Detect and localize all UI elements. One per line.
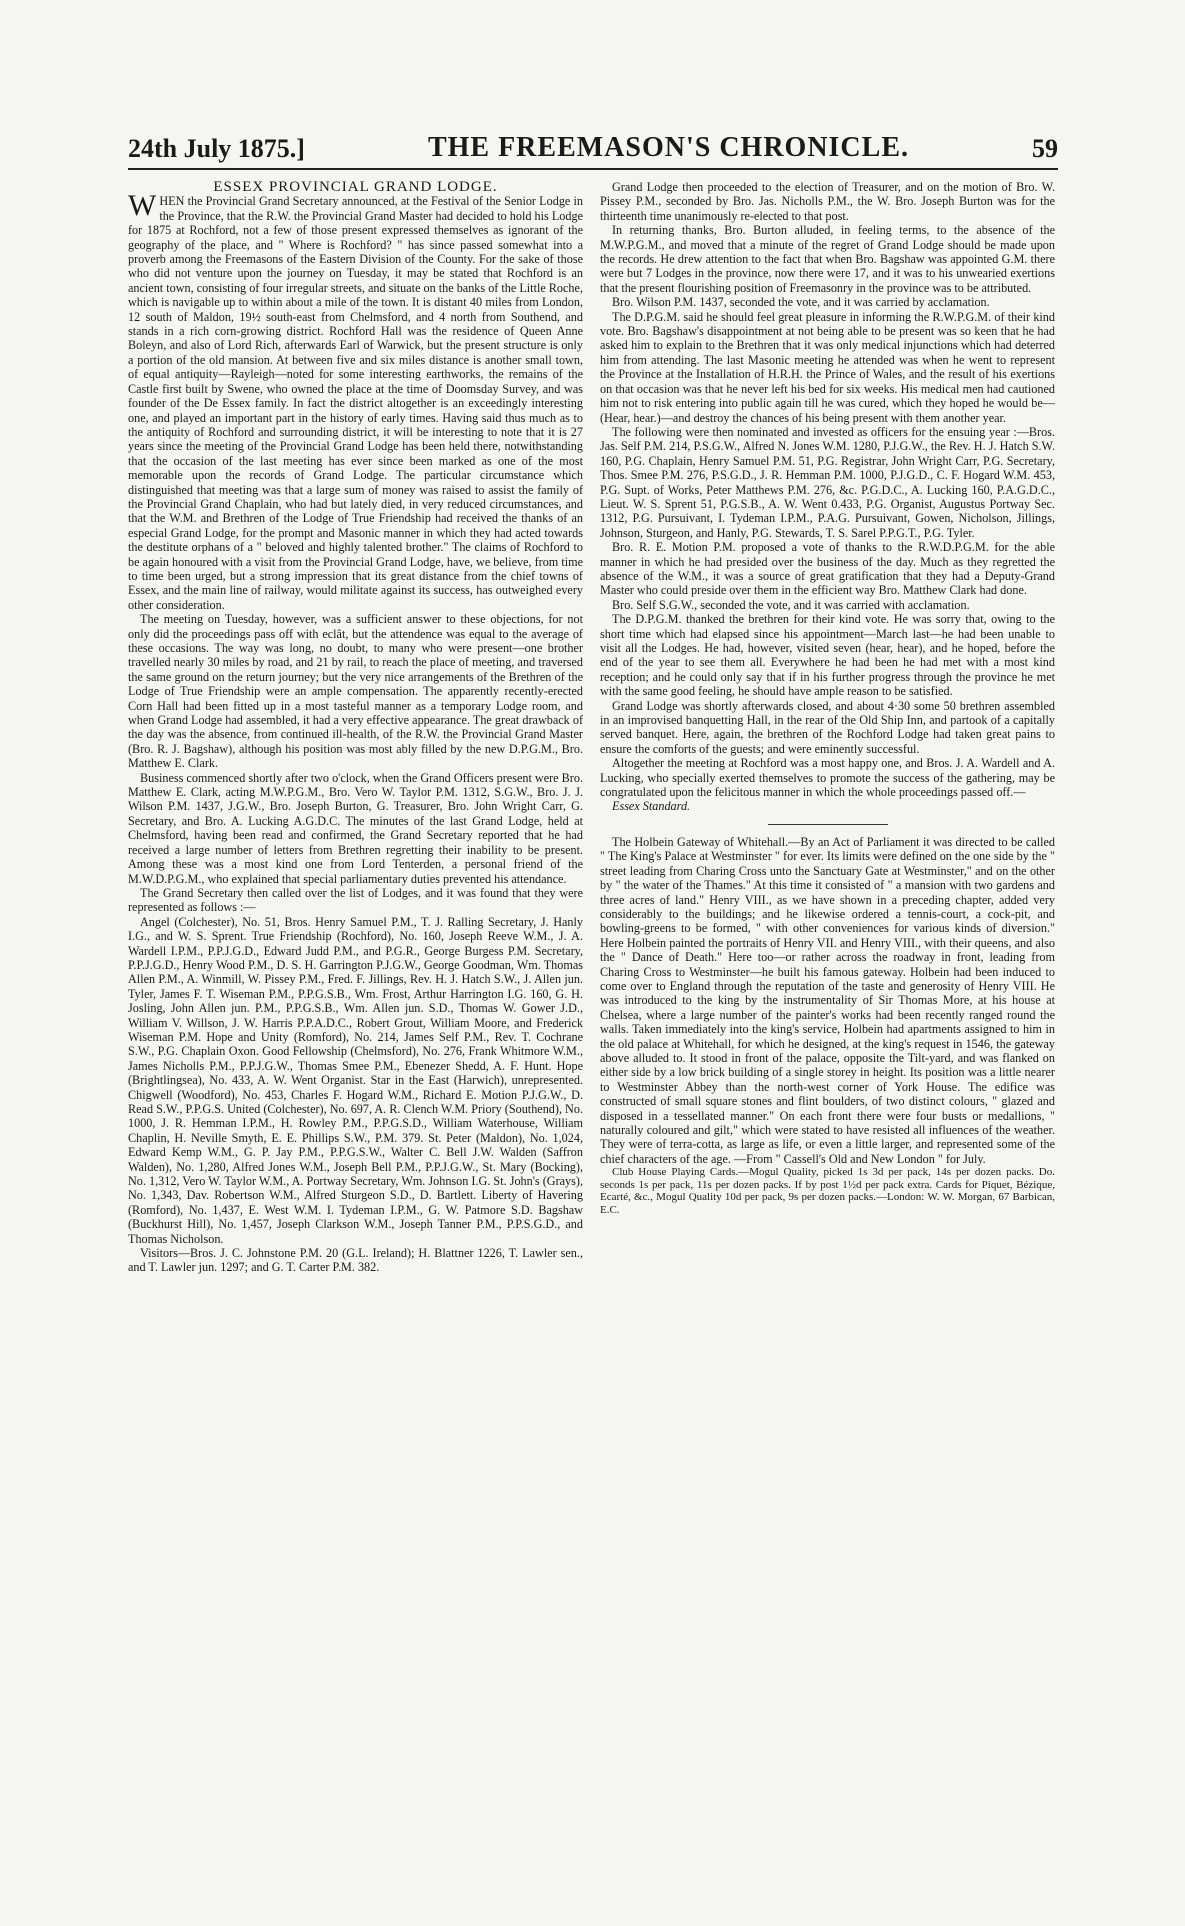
article-heading: ESSEX PROVINCIAL GRAND LODGE. xyxy=(213,180,498,195)
article-paragraph: Bro. R. E. Motion P.M. proposed a vote of thanks to the R.W.D.P.G.M. for the able manner in which he had presided over the business of the day. Much as they regretted the absence of the W.M., it was a source of great gratification that they had a Deputy-Grand Master who could preside over them in the efficient way Bro. Matthew Clark had done. xyxy=(600,540,1055,598)
article-paragraph: Altogether the meeting at Rochford was a most happy one, and Bros. J. A. Wardell and A. Lucking, who specially exerted themselves to promote the success of the gathering, may be congratulated upon the felicitous manner in which the whole proceedings passed off.— xyxy=(600,756,1055,800)
article-paragraph: The meeting on Tuesday, however, was a sufficient answer to these objections, for not only did the proceedings pass off with eclât, but the attendence was equal to the average of these occasions. The way was long, no doubt, to many who were present—one brother travelled nearly 30 miles by road, and 21 by rail, to reach the place of meeting, and traversed the same ground on the return journey; but the very nice arrangements of the Brethren of the Lodge of True Friendship were an ample compensation. The apparently recently-erected Corn Hall had been fitted up in a most tasteful manner as a temporary Lodge room, and when Grand Lodge had assembled, it had a very effective appearance. The great drawback of the day was the absence, from continued ill-health, of the R.W. the Provincial Grand Master (Bro. R. J. Bagshaw), although his position was most ably filled by the new D.P.G.M., Bro. Matthew E. Clark. xyxy=(128,612,583,771)
article-paragraph: Bro. Self S.G.W., seconded the vote, and it was carried with acclamation. xyxy=(612,597,970,612)
newspaper-title: THE FREEMASON'S CHRONICLE. xyxy=(427,132,910,163)
visitors-paragraph: Visitors—Bros. J. C. Johnstone P.M. 20 (G.L. Ireland); H. Blattner 1226, T. Lawler sen., and T. Lawler jun. 1297; and G. T. Carter P.M. 382. xyxy=(128,1246,583,1275)
article-paragraph: Bro. Wilson P.M. 1437, seconded the vote, and it was carried by acclamation. xyxy=(612,295,990,310)
lodge-list: Angel (Colchester), No. 51, Bros. Henry Samuel P.M., T. J. Ralling Secretary, J. Hanly I.G., and W. S. Sprent. True Friendship (Rochford), No. 160, Joseph Reeve W.M., J. A. Wardell I.P.M., P.P.J.G.D., Edward Judd P.M., and P.G.R., George Burgess P.M. Secretary, P.P.J.G.D., Henry Wood P.M., D. S. H. Garrington P.J.G.W., George Goodman, Wm. Thomas Allen P.M., A. Winmill, W. Pissey P.M., Fred. F. Jillings, Rev. H. J. Hatch S.W., J. Allen jun. Tyler, James F. T. Wiseman P.M., P.P.G.S.B., Wm. Frost, Arthur Harrington I.G. 160, G. H. Josling, John Allen jun. P.M., P.P.G.S.B., Wm. Allen jun. S.D., Thomas W. Gower J.D., William V. Willson, J. W. Harris P.P.A.D.C., Robert Grout, William Moore, and Frederick Wiseman P.M. Hope and Unity (Romford), No. 214, James Self P.M., Rev. T. Cochrane S.W., P.G. Chaplain Oxon. Good Fellowship (Chelmsford), No. 276, Frank Whitmore W.M., James Nicholls P.M., P.P.J.G.W., Thomas Smee P.M., Ebenezer Shedd, A. F. Hunt. Hope (Brightlingsea), No. 433, A. W. Went Organist. Star in the East (Harwich), unrepresented. Chigwell (Woodford), No. 453, Charles F. Hogard W.M., Richard E. Motion P.J.G.W., D. Read S.W., P.P.G.S. United (Colchester), No. 697, A. R. Clench W.M. Priory (Southend), No. 1000, J. R. Hemman I.P.M., H. Rowley P.M., P.P.G.S.D., William Waterhouse, William Chaplin, H. Neville Smyth, E. E. Phillips S.W., P.M. 379. St. Peter (Maldon), No. 1,024, Edward Kemp W.M., G. P. Jay P.M., P.P.G.S.W., Walter C. Bell J.W. Walden (Saffron Walden), No. 1,280, Alfred Jones W.M., Joseph Bell P.M., P.P.J.G.W., St. Mary (Bocking), No. 1,312, Vero W. Taylor W.M., A. Portway Secretary, Wm. Johnson I.G. St. John's (Grays), No. 1,343, Dav. Robertson W.M., Alfred Sturgeon S.D., D. Bartlett. Liberty of Havering (Romford), No. 1,437, E. West W.M. I. Tydeman I.P.M., G. W. Patmore S.D. Bagshaw (Buckhurst Hill), No. 1,457, Joseph Clarkson W.M., Joseph Tanner P.M., P.P.S.G.D., and Thomas Nicholson. xyxy=(128,914,583,1246)
masthead xyxy=(128,124,1058,170)
article-paragraph: In returning thanks, Bro. Burton alluded, in feeling terms, to the absence of the M.W.P.G.M., and moved that a minute of the regret of Grand Lodge should be made upon the records. He drew attention to the fact that when Bro. Bagshaw was appointed G.M. there were but 7 Lodges in the province, now there were 17, and it was to his unwearied exertions that the present flourishing position of Freemasonry in the province was to be attributed. xyxy=(600,223,1055,295)
article-paragraph: The Grand Secretary then called over the list of Lodges, and it was found that they were represented as follows :— xyxy=(128,885,583,915)
article-paragraph: The D.P.G.M. thanked the brethren for their kind vote. He was sorry that, owing to the short time which had elapsed since his appointment—March last—he had been unable to visit all the Lodges. He had, however, visited seven (hear, hear), and he hoped, before the end of the year to see them all. Everywhere he had been he had met with a most kind reception; and he could only say that if in his further progress through the province he met with the same good feeling, he should have ample reason to be satisfied. xyxy=(600,612,1055,699)
right-column xyxy=(600,180,1055,1880)
article-paragraph: Grand Lodge then proceeded to the election of Treasurer, and on the motion of Bro. W. Pissey P.M., seconded by Bro. Jas. Nicholls P.M., the W. Bro. Joseph Burton was for the thirteenth time unanimously re-elected to that post. xyxy=(600,180,1055,223)
page-number: 59 xyxy=(1031,134,1058,163)
article-paragraph: Business commenced shortly after two o'clock, when the Grand Officers present were Bro. Matthew E. Clark, acting M.W.P.G.M., Bro. Vero W. Taylor P.M. 1312, S.G.W., Bro. J. J. Wilson P.M. 1437, J.G.W., Bro. Joseph Burton, G. Treasurer, Bro. John Wright Carr, G. Secretary, and Bro. A. Lucking A.G.D.C. The minutes of the last Grand Lodge, held at Chelmsford, having been read and confirmed, the Grand Secretary reported that he had received a large number of letters from Brethren regretting their inability to be present. Among these was a most kind one from Lord Tenterden, a personal friend of the M.W.D.P.G.M., who explained that special parliamentary duties prevented his attendance. xyxy=(128,770,583,886)
left-column xyxy=(128,180,583,1880)
source-credit: Essex Standard. xyxy=(612,799,691,814)
holbein-article: The Holbein Gateway of Whitehall.—By an Act of Parliament it was directed to be called " The King's Palace at Westminster " for ever. Its limits were defined on the one side by the " street leading from Charing Cross unto the Sanctuary Gate at Westminster," and on the other by " the water of the Thames." At this time it consisted of " a mansion with two gardens and three acres of land." Henry VIII., as we have shown in a preceding chapter, added very considerably to the buildings; and he likewise ordered a tennis-court, a cock-pit, and bowling-greens to be formed, " with other conveniences for various kinds of diversion." Here Holbein painted the portraits of Henry VII. and Henry VIII., with their queens, and also the " Dance of Death." Here too—or rather across the roadway in front, leading from Charing Cross to Westminster—he built his famous gateway. Holbein had been induced to come over to England through the reputation of the taste and generosity of Henry VIII. He was introduced to the king by the instrumentality of Sir Thomas More, at his house at Chelsea, where a large number of the painter's works had been recently ranged round the walls. Taken immediately into the king's service, Holbein had apartments assigned to him in the old palace at Whitehall, for which he designed, at the king's request in 1546, the gateway above alluded to. It stood in front of the palace, opposite the Tilt-yard, and was flanked on either side by a low brick building of a single storey in height. Its position was a little nearer to Westminster Abbey than the north-west corner of York House. The edifice was constructed of small square stones and flint boulders, of two distinct colours, " glazed and disposed in a tessellated manner." On each front there were four busts or medallions, " naturally coloured and gilt," which were stated to have resisted all influences of the weather. They were of terra-cotta, as large as life, or even a little larger, and represented some of the chief characters of the age. —From " Cassell's Old and New London " for July. xyxy=(600,834,1055,1166)
article-paragraph: The D.P.G.M. said he should feel great pleasure in informing the R.W.P.G.M. of their kind vote. Bro. Bagshaw's disappointment at not being able to be present was so keen that he had asked him to explain to the Brethren that it was only medical injunctions which had deterred him from attending. The last Masonic meeting he attended was when he went to represent the Province at the Installation of H.R.H. the Prince of Wales, and the result of his exertions on that occasion was that he never left his bed for six weeks. His medical men had cautioned him not to risk entering into public again till he was cured, which they hoped he would be—(Hear, hear.)—and destroy the chances of his being present with them another year. xyxy=(600,309,1055,425)
section-divider xyxy=(768,824,888,825)
article-paragraph: Grand Lodge was shortly afterwards closed, and about 4·30 some 50 brethren assembled in an improvised banquetting Hall, in the rear of the Old Ship Inn, and partook of a capitally served banquet. Here, again, the brethren of the Rochford Lodge had taken great pains to ensure the comforts of the guests; and were eminently successful. xyxy=(600,698,1055,756)
article-paragraph: WHEN the Provincial Grand Secretary announced, at the Festival of the Senior Lodge in the Province, that the R.W. the Provincial Grand Master had decided to hold his Lodge for 1875 at Rochford, not a few of those present expressed themselves as ignorant of the geography of the place, and " Where is Rochford? " has since passed somewhat into a proverb among the Freemasons of the Eastern Division of the County. For the sake of those who did not venture upon the journey on Tuesday, it may be stated that Rochford is an ancient town, consisting of four irregular streets, and situate on the banks of the Little Roche, which is navigable up to within about a mile of the town. It is distant 40 miles from London, 12 south of Maldon, 19½ south-east from Chelmsford, and 4 north from Southend, and stands in a rich corn-growing district. Rochford Hall was the residence of Queen Anne Boleyn, and also of Lord Rich, afterwards Earl of Warwick, but the present structure is only a portion of the old mansion. At between five and six miles distance is another small town, of equal antiquity—Rayleigh—noted for some interesting earthworks, the remains of the Castle first built by Swene, who owned the place at the time of Doomsday Survey, and was founder of the De Essex family. In fact the district altogether is an exceedingly interesting one, and played an important part in the history of early times. Having said thus much as to the antiquity of Rochford and surrounding district, it will be interesting to note that it is 27 years since the meeting of the Provincial Grand Lodge has been held there, notwithstanding that the occasion of the last meeting has ever since been marked as one of the most memorable upon the records of Grand Lodge. The particular circumstance which distinguished that meeting was that a large sum of money was raised to assist the family of the Provincial Grand Chaplain, who had but lately died, in very reduced circumstances, and that the W.M. and Brethren of the Lodge of True Friendship had received the thanks of an especial Grand Lodge, for the prompt and Masonic manner in which they had acted towards the destitute orphans of a " beloved and highly talented brother." The claims of Rochford to be again honoured with a visit from the Provincial Grand Lodge, have, we believe, from time to time been urged, but a strong impression that its great distance from the chief towns of Essex, and the main line of railway, would militate against its success, has outweighed every other consideration. xyxy=(128,189,583,612)
advertisement: Club House Playing Cards.—Mogul Quality, picked 1s 3d per pack, 14s per dozen packs. Do. seconds 1s per pack, 11s per dozen packs. If by post 1½d per pack extra. Cards for Piquet, Bézique, Ecarté, &c., Mogul Quality 10d per pack, 9s per dozen packs.—London: W. W. Morgan, 67 Barbican, E.C. xyxy=(600,1166,1055,1216)
issue-date: 24th July 1875.] xyxy=(128,134,305,163)
article-paragraph: The following were then nominated and invested as officers for the ensuing year :—Bros. Jas. Self P.M. 214, P.S.G.W., Alfred N. Jones W.M. 1280, P.J.G.W., the Rev. H. J. Hatch S.W. 160, P.G. Chaplain, Henry Samuel P.M. 51, P.G. Registrar, John Wright Carr, P.G. Secretary, Thos. Smee P.M. 276, P.S.G.D., J. R. Hemman P.M. 1000, P.J.G.D., C. F. Hogard W.M. 453, P.G. Supt. of Works, Peter Matthews P.M. 276, &c. P.G.D.C., A. Lucking 160, P.A.G.D.C., Lieut. W. S. Sprent 51, P.G.S.B., A. W. Went 0.433, P.G. Organist, Augustus Portway Sec. 1312, P.G. Pursuivant, I. Tydeman I.P.M., P.A.G. Pursuivant, Gowen, Nicholson, Jillings, Johnson, Sturgeon, and Hanly, P.G. Stewards, T. S. Sarel P.P.G.T., P.G. Tyler. xyxy=(600,424,1055,540)
